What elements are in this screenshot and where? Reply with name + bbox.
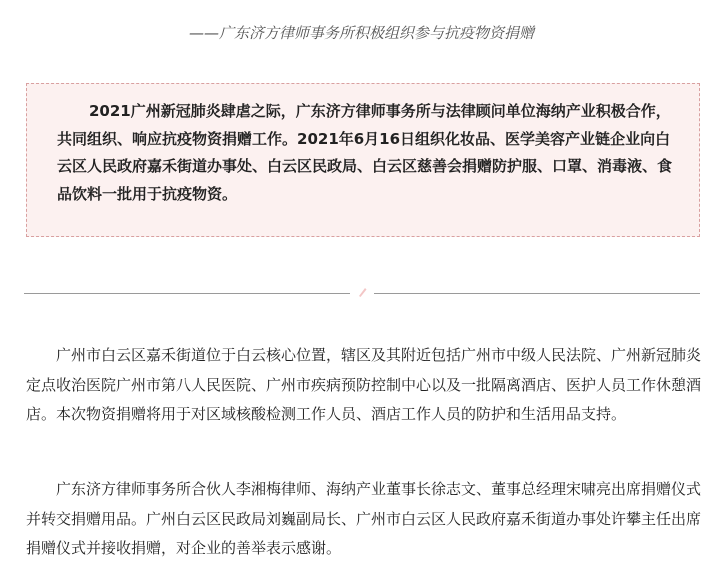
highlight-text: 2021广州新冠肺炎肆虐之际，广东济方律师事务所与法律顾问单位海纳产业积极合作，共同组织、响应抗疫物资捐赠工作。2021年6月16日组织化妆品、医学美容产业链企业向白云区人民政府嘉禾街道办事处、白云区民政局、白云区慈善会捐赠防护服、口罩、消毒液、食品饮料一批用于抗疫物资。 [57,102,673,203]
divider-line-left [24,293,350,294]
highlight-box [26,83,700,237]
article-subtitle: ——广东济方律师事务所积极组织参与抗疫物资捐赠 [188,24,534,42]
body-paragraph: 广东济方律师事务所合伙人李湘梅律师、海纳产业董事长徐志文、董事总经理宋啸亮出席捐赠仪式并转交捐赠用品。广州白云区民政局刘巍副局长、广州市白云区人民政府嘉禾街道办事处许攀主任出席捐赠仪式并接收捐赠，对企业的善举表示感谢。 [26,480,702,557]
body-paragraph: 广州市白云区嘉禾街道位于白云核心位置，辖区及其附近包括广州市中级人民法院、广州新冠肺炎定点收治医院广州市第八人民医院、广州市疾病预防控制中心以及一批隔离酒店、医护人员工作休憩酒店。本次物资捐赠将用于对区域核酸检测工作人员、酒店工作人员的防护和生活用品支持。 [26,346,702,423]
pen-mark-icon [357,286,367,298]
divider-line-right [374,293,700,294]
